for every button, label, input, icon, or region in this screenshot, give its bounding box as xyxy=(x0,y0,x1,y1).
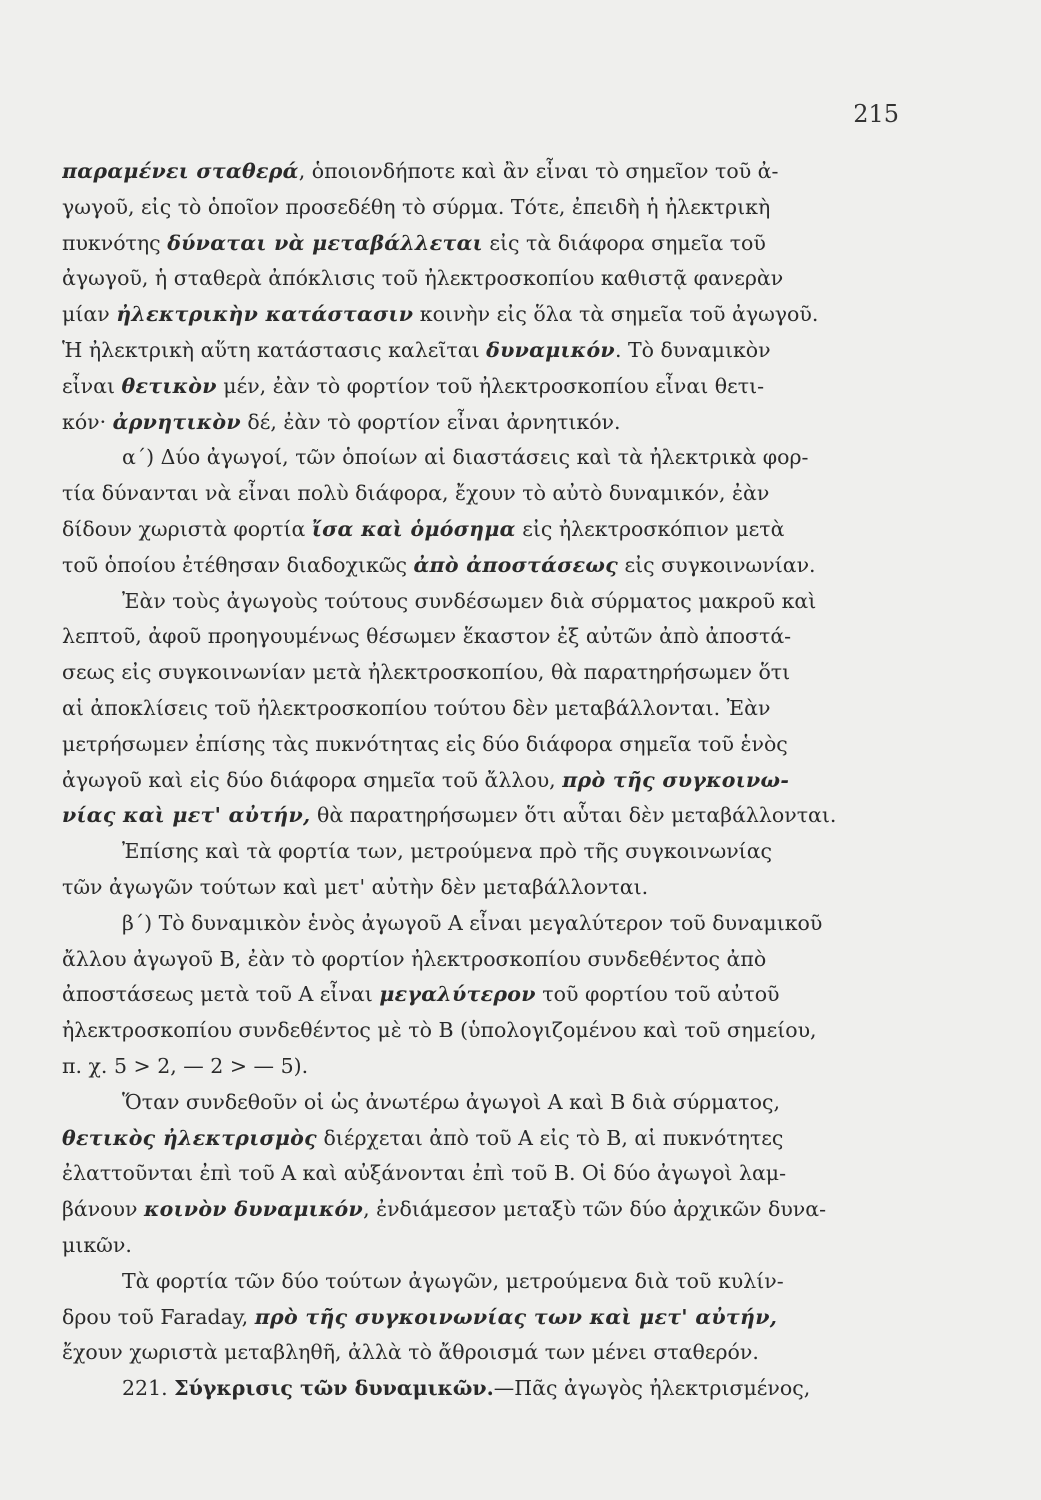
text-run: κοινὴν εἰς ὅλα τὰ σημεῖα τοῦ ἀγωγοῦ. xyxy=(413,302,819,327)
emphasized-term: ἀπὸ ἀποστάσεως xyxy=(413,552,618,577)
emphasized-term: ἠλεκτρικὴν κατάστασιν xyxy=(116,302,414,327)
text-run: ἀγωγοῦ καὶ εἰς δύο διάφορα σημεῖα τοῦ ἄλλου, xyxy=(62,767,563,792)
emphasized-term: ἀρνητικὸν xyxy=(112,409,241,434)
text-line xyxy=(62,333,900,369)
text-run: βάνουν xyxy=(62,1197,144,1222)
text-line xyxy=(62,297,900,333)
text-line xyxy=(62,691,900,727)
text-line xyxy=(62,1049,900,1085)
text-run: τοῦ ὁποίου ἐτέθησαν διαδοχικῶς xyxy=(62,552,414,577)
text-run: μέν, ἐὰν τὸ φορτίον τοῦ ἠλεκτροσκοπίου εἶναι θετι- xyxy=(216,373,765,398)
text-run: διέρχεται ἀπὸ τοῦ Α εἰς τὸ Β, αἱ πυκνότητες xyxy=(316,1125,784,1150)
text-line xyxy=(62,1300,900,1336)
text-run: 221. xyxy=(122,1376,175,1401)
text-run: Ἐὰν τοὺς ἀγωγοὺς τούτους συνδέσωμεν διὰ σύρματος μακροῦ καὶ xyxy=(122,588,817,613)
text-run: Ἐπίσης καὶ τὰ φορτία των, μετρούμενα πρὸ τῆς συγκοινωνίας xyxy=(122,839,773,864)
text-run: δέ, ἐὰν τὸ φορτίον εἶναι ἀρνητικόν. xyxy=(240,409,621,434)
text-line xyxy=(62,1228,900,1264)
text-line xyxy=(62,512,900,548)
text-line xyxy=(62,655,900,691)
text-run: α΄) Δύο ἀγωγοί, τῶν ὁποίων αἱ διαστάσεις καὶ τὰ ἠλεκτρικὰ φορ- xyxy=(122,445,809,470)
text-line xyxy=(62,1264,900,1300)
text-line xyxy=(62,154,900,190)
emphasized-term: κοινὸν δυναμικόν xyxy=(143,1197,364,1222)
text-run: τοῦ φορτίου τοῦ αὐτοῦ xyxy=(535,982,780,1007)
text-run: —Πᾶς ἀγωγὸς ἠλεκτρισμένος, xyxy=(493,1376,811,1401)
text-run: . Τὸ δυναμικὸν xyxy=(614,337,771,362)
section-heading: Σύγκρισις τῶν δυναμικῶν. xyxy=(174,1376,494,1401)
text-line xyxy=(62,942,900,978)
text-run: Ὅταν συνδεθοῦν οἱ ὡς ἀνωτέρω ἀγωγοὶ Α καὶ Β διὰ σύρματος, xyxy=(122,1089,780,1114)
text-line xyxy=(62,1335,900,1371)
text-run: ἀποστάσεως μετὰ τοῦ Α εἶναι xyxy=(62,982,380,1007)
text-run: , ἐνδιάμεσον μεταξὺ τῶν δύο ἀρχικῶν δυνα- xyxy=(363,1197,827,1222)
text-line xyxy=(62,977,900,1013)
text-run: μικῶν. xyxy=(62,1232,132,1257)
text-run: , ὁποιονδήποτε καὶ ἂν εἶναι τὸ σημεῖον τοῦ ἀ- xyxy=(298,159,779,183)
text-line xyxy=(62,870,900,906)
text-run: τῶν ἀγωγῶν τούτων καὶ μετ' αὐτὴν δὲν μεταβάλλονται. xyxy=(62,874,649,899)
text-run: εἶναι xyxy=(62,373,122,398)
text-run: ἔχουν χωριστὰ μεταβληθῆ, ἀλλὰ τὸ ἄθροισμά των μένει σταθερόν. xyxy=(62,1340,759,1365)
text-run: ἠλεκτροσκοπίου συνδεθέντος μὲ τὸ Β (ὑπολογιζομένου καὶ τοῦ σημείου, xyxy=(62,1018,817,1043)
text-run: Ἡ ἠλεκτρικὴ αὕτη κατάστασις καλεῖται xyxy=(62,337,487,362)
text-run: αἱ ἀποκλίσεις τοῦ ἠλεκτροσκοπίου τούτου δὲν μεταβάλλονται. Ἐὰν xyxy=(62,695,771,720)
text-run: δίδουν χωριστὰ φορτία xyxy=(62,516,312,541)
text-run: εἰς ἠλεκτροσκόπιον μετὰ xyxy=(515,516,785,541)
text-line xyxy=(62,1013,900,1049)
text-line xyxy=(62,476,900,512)
text-run: σεως εἰς συγκοινωνίαν μετὰ ἠλεκτροσκοπίου, θὰ παρατηρήσωμεν ὅτι xyxy=(62,660,791,685)
text-run: δρου τοῦ Faraday, xyxy=(62,1304,255,1329)
text-line xyxy=(62,440,900,476)
text-line xyxy=(62,190,900,226)
text-run: πυκνότης xyxy=(62,230,168,255)
emphasized-term: δυναμικόν xyxy=(486,337,615,362)
text-run: β΄) Τὸ δυναμικὸν ἑνὸς ἀγωγοῦ Α εἶναι μεγαλύτερον τοῦ δυναμικοῦ xyxy=(122,910,823,935)
text-line xyxy=(62,226,900,262)
text-run: κόν· xyxy=(62,409,113,434)
emphasized-term: νίας καὶ μετ' αὐτήν, xyxy=(62,803,311,828)
text-line xyxy=(62,798,900,834)
text-line xyxy=(62,727,900,763)
text-run: ἀγωγοῦ, ἡ σταθερὰ ἀπόκλισις τοῦ ἠλεκτροσκοπίου καθιστᾷ φανερὰν xyxy=(62,266,784,291)
text-line xyxy=(62,906,900,942)
text-line xyxy=(62,834,900,870)
text-line xyxy=(62,1085,900,1121)
text-run: εἰς συγκοινωνίαν. xyxy=(618,552,816,577)
text-line xyxy=(62,369,900,405)
text-run: μίαν xyxy=(62,302,117,327)
text-line xyxy=(62,1192,900,1228)
text-run: ἄλλου ἀγωγοῦ Β, ἐὰν τὸ φορτίον ἠλεκτροσκοπίου συνδεθέντος ἀπὸ xyxy=(62,946,767,971)
text-line xyxy=(62,1371,900,1407)
text-line xyxy=(62,405,900,441)
text-run: θὰ παρατηρήσωμεν ὅτι αὗται δὲν μεταβάλλονται. xyxy=(310,803,837,828)
text-run: π. χ. 5 > 2, — 2 > — 5). xyxy=(62,1053,309,1078)
text-run: γωγοῦ, εἰς τὸ ὁποῖον προσεδέθη τὸ σύρμα. Τότε, ἐπειδὴ ἡ ἠλεκτρικὴ xyxy=(62,194,771,219)
text-run: μετρήσωμεν ἐπίσης τὰς πυκνότητας εἰς δύο διάφορα σημεῖα τοῦ ἑνὸς xyxy=(62,731,788,756)
text-run: Τὰ φορτία τῶν δύο τούτων ἀγωγῶν, μετρούμενα διὰ τοῦ κυλίν- xyxy=(122,1268,784,1293)
emphasized-term: μεγαλύτερον xyxy=(379,982,536,1007)
text-line xyxy=(62,584,900,620)
body-text xyxy=(62,154,900,1407)
emphasized-term: πρὸ τῆς συγκοινω- xyxy=(562,767,790,792)
text-line xyxy=(62,763,900,799)
text-line xyxy=(62,548,900,584)
emphasized-term: ἴσα καὶ ὁμόσημα xyxy=(311,516,516,541)
text-line xyxy=(62,261,900,297)
emphasized-term: θετικὸς ἠλεκτρισμὸς xyxy=(62,1125,317,1150)
emphasized-term: πρὸ τῆς συγκοινωνίας των καὶ μετ' αὐτήν, xyxy=(254,1304,778,1329)
text-line xyxy=(62,1156,900,1192)
text-run: τία δύνανται νὰ εἶναι πολὺ διάφορα, ἔχουν τὸ αὐτὸ δυναμικόν, ἐὰν xyxy=(62,481,770,506)
text-run: λεπτοῦ, ἀφοῦ προηγουμένως θέσωμεν ἕκαστον ἐξ αὐτῶν ἀπὸ ἀποστά- xyxy=(62,624,792,649)
text-run: εἰς τὰ διάφορα σημεῖα τοῦ xyxy=(482,230,766,255)
text-line xyxy=(62,619,900,655)
emphasized-term: δύναται νὰ μεταβάλλεται xyxy=(167,230,483,255)
page-number: 215 xyxy=(853,100,899,128)
emphasized-term: θετικὸν xyxy=(121,373,217,398)
text-line xyxy=(62,1121,900,1157)
emphasized-term: παραμένει σταθερά xyxy=(62,159,299,183)
text-run: ἐλαττοῦνται ἐπὶ τοῦ Α καὶ αὐξάνονται ἐπὶ τοῦ Β. Οἱ δύο ἀγωγοὶ λαμ- xyxy=(62,1161,787,1186)
